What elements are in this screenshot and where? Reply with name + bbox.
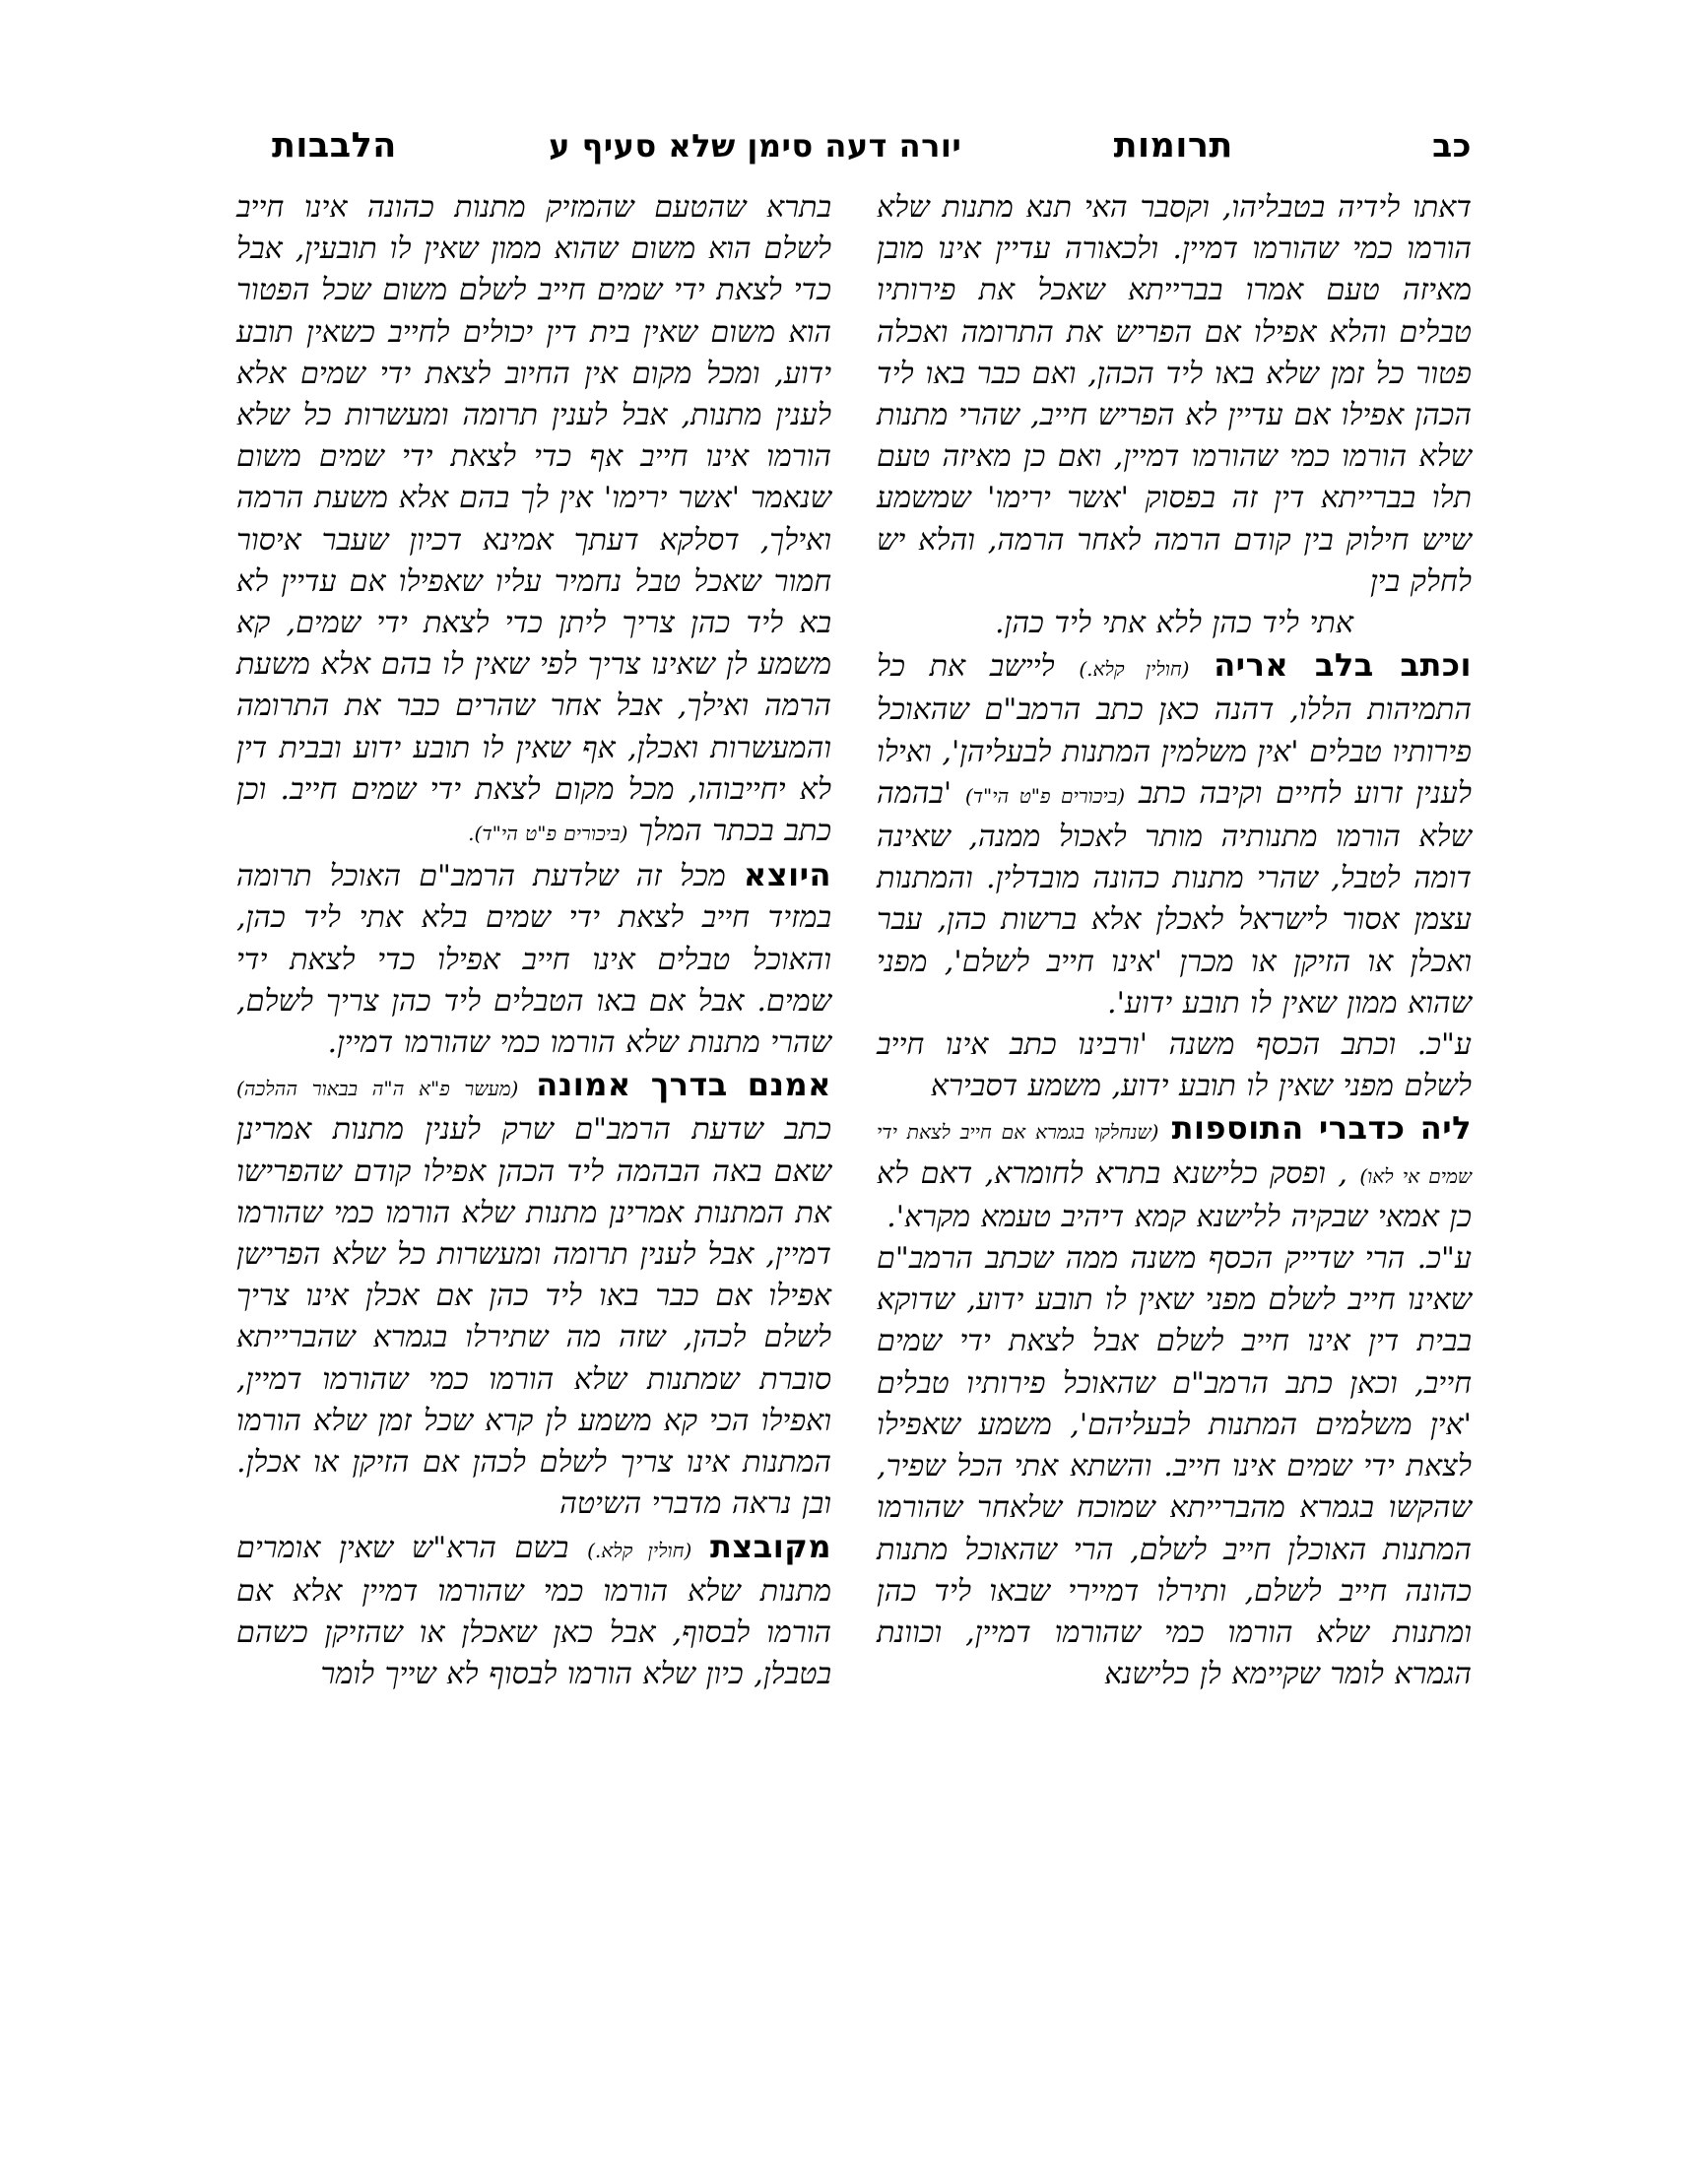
column-left bbox=[236, 187, 831, 2039]
paragraph-text: כתב שדעת הרמב"ם שרק לענין מתנות אמרינן שאם באה הבהמה ליד הכהן אפילו קודם שהפרישו את המתנות אמרינן מתנות שלא הורמו כמי שהורמו דמיין, אבל לענין תרומה ומעשרות כל שלא הפרישן אפילו אם כבר באו ליד כהן אם אכלן אינו צריך לשלם לכהן, שזה מה שתירלו בגמרא שהברייתא סוברת שמתנות שלא הורמו כמי שהורמו דמיין, ואפילו הכי קא משמע לן קרא שכל זמן שלא הורמו המתנות אינו צריך לשלם לכהן אם הזיקן או אכלן. ובן נראה מדברי השיטה bbox=[236, 1112, 831, 1522]
paragraph-text: ליישב את כל התמיהות הללו, דהנה כאן כתב הרמב"ם שהאוכל פירותיו טבלים 'אין משלמין המתנות לבעליהן', ואילו לענין זרוע לחיים וקיבה כתב bbox=[877, 649, 1472, 811]
lemma-heading: היוצא bbox=[743, 856, 831, 894]
page-number: כב bbox=[1432, 126, 1472, 165]
paragraph bbox=[877, 187, 1472, 603]
source-citation: (חולין קלא.) bbox=[587, 1538, 692, 1562]
paragraph-text: ע"כ. הרי שדייק הכסף משנה ממה שכתב הרמב"ם שאינו חייב לשלם מפני שאין לו תובע ידוע, שדוקא בבית דין אינו חייב לשלם אבל לצאת ידי שמים חייב, וכאן כתב הרמב"ם שהאוכל פירותיו טבלים 'אין משלמים המתנות לבעליהם', משמע שאפילו לצאת ידי שמים אינו חייב. והשתא אתי הכל שפיר, שהקשו בגמרא מהברייתא שמוכח שלאחר שהורמו המתנות האוכלן חייב לשלם, הרי שהאוכל מתנות כהונה חייב לשלם, ותירלו דמיירי שבאו ליד כהן ומתנות שלא הורמו כמי שהורמו דמיין, וכוונת הגמרא לומר שקיימא לן כלישנא bbox=[877, 1241, 1472, 1692]
paragraph bbox=[236, 187, 831, 854]
source-citation: (מעשר פ"א ה"ה בבאור ההלכה) bbox=[236, 1077, 519, 1101]
siman-reference: יורה דעה סימן שלא סעיף ע bbox=[549, 127, 962, 165]
lemma-heading: מקובצת bbox=[710, 1527, 831, 1565]
paragraph bbox=[236, 1064, 831, 1525]
paragraph bbox=[877, 1024, 1472, 1107]
paragraph bbox=[877, 603, 1472, 644]
paragraph-text: 'בהמה שלא הורמו מתנותיה מותר לאכול ממנה, שאינה דומה לטבל, שהרי מתנות כהונה מובדלין. והמתנות עצמן אסור לישראל לאכלן אלא ברשות כהן, עבר ואכלן או הזיקן או מכרן 'אינו חייב לשלם', מפני שהוא ממון שאין לו תובע ידוע'. bbox=[877, 775, 1472, 1021]
paragraph bbox=[236, 1526, 831, 1696]
source-citation: (ביכורים פ"ט הי"ד) bbox=[964, 783, 1126, 808]
paragraph-text: דאתו לידיה בטבליהו, וקסבר האי תנא מתנות שלא הורמו כמי שהורמו דמיין. ולכאורה עדיין אינו מובן מאיזה טעם אמרו בברייתא שאכל את פירותיו טבלים והלא אפילו אם הפריש את התרומה ואכלה פטור כל זמן שלא באו ליד הכהן, ואם כבר באו ליד הכהן אפילו אם עדיין לא הפריש חייב, שהרי מתנות שלא הורמו כמי שהורמו דמיין, ואם כן מאיזה טעם תלו בברייתא דין זה בפסוק 'אשר ירימו' שמשמע שיש חילוק בין קודם הרמה לאחר הרמה, והלא יש לחלק בין bbox=[877, 190, 1472, 599]
paragraph-text: בשם הרא"ש שאין אומרים מתנות שלא הורמו כמי שהורמו דמיין אלא אם הורמו לבסוף, אבל כאן שאכלן או שהזיקן כשהם בטבלן, כיון שלא הורמו לבסוף לא שייך לומר bbox=[236, 1530, 831, 1692]
paragraph-text: ע"כ. וכתב הכסף משנה 'ורבינו כתב אינו חייב לשלם מפני שאין לו תובע ידוע, משמע דסבירא bbox=[877, 1027, 1472, 1104]
lemma-heading: אמנם בדרך אמונה bbox=[536, 1066, 831, 1104]
work-name: הלבבות bbox=[272, 126, 397, 165]
lemma-heading: וכתב בלב אריה bbox=[1214, 646, 1472, 685]
source-citation: (חולין קלא.) bbox=[1079, 657, 1190, 682]
book-title: תרומות bbox=[1113, 126, 1233, 165]
column-right bbox=[877, 187, 1472, 2039]
paragraph bbox=[877, 1238, 1472, 1695]
running-head bbox=[236, 126, 1472, 185]
paragraph bbox=[877, 644, 1472, 1024]
paragraph bbox=[877, 1107, 1472, 1238]
paragraph-text: בתרא שהטעם שהמזיק מתנות כהונה אינו חייב לשלם הוא משום שהוא ממון שאין לו תובעין, אבל כדי לצאת ידי שמים חייב לשלם משום שכל הפטור הוא משום שאין בית דין יכולים לחייב כשאין תובע ידוע, ומכל מקום אין החיוב לצאת ידי שמים אלא לענין מתנות, אבל לענין תרומה ומעשרות כל שלא הורמו אינו חייב אף כדי לצאת ידי שמים משום שנאמר 'אשר ירימו' אין לך בהם אלא משעת הרמה ואילך, דסלקא דעתך אמינא דכיון שעבר איסור חמור שאכל טבל נחמיר עליו שאפילו אם עדיין לא בא ליד כהן צריך ליתן כדי לצאת ידי שמים, קא משמע לן שאינו צריך לפי שאין לו בהם אלא משעת הרמה ואילך, אבל אחר שהרים כבר את התרומה והמעשרות ואכלן, אף שאין לו תובע ידוע ובבית דין לא יחייבוהו, מכל מקום לצאת ידי שמים חייב. וכן כתב בכתר המלך bbox=[236, 190, 831, 849]
paragraph-text: אתי ליד כהן ללא אתי ליד כהן. bbox=[995, 606, 1353, 641]
paragraph-text: , ופסק כלישנא בתרא לחומרא, דאם לא כן אמאי שבקיה ללישנא קמא דיהיב טעמא מקרא'. bbox=[877, 1155, 1472, 1234]
body-columns bbox=[236, 187, 1472, 2039]
source-citation: (ביכורים פ"ט הי"ד). bbox=[468, 822, 628, 846]
paragraph bbox=[236, 854, 831, 1064]
paragraph-text: מכל זה שלדעת הרמב"ם האוכל תרומה במזיד חייב לצאת ידי שמים בלא אתי ליד כהן, והאוכל טבלים אינו חייב אפילו כדי לצאת ידי שמים. אבל אם באו הטבלים ליד כהן צריך לשלם, שהרי מתנות שלא הורמו כמי שהורמו דמיין. bbox=[236, 859, 831, 1061]
lemma-heading: ליה כדברי התוספות bbox=[1171, 1109, 1472, 1148]
source-citation: (שנחלקו בגמרא אם חייב לצאת ידי שמים אי לאו) bbox=[877, 1120, 1472, 1188]
